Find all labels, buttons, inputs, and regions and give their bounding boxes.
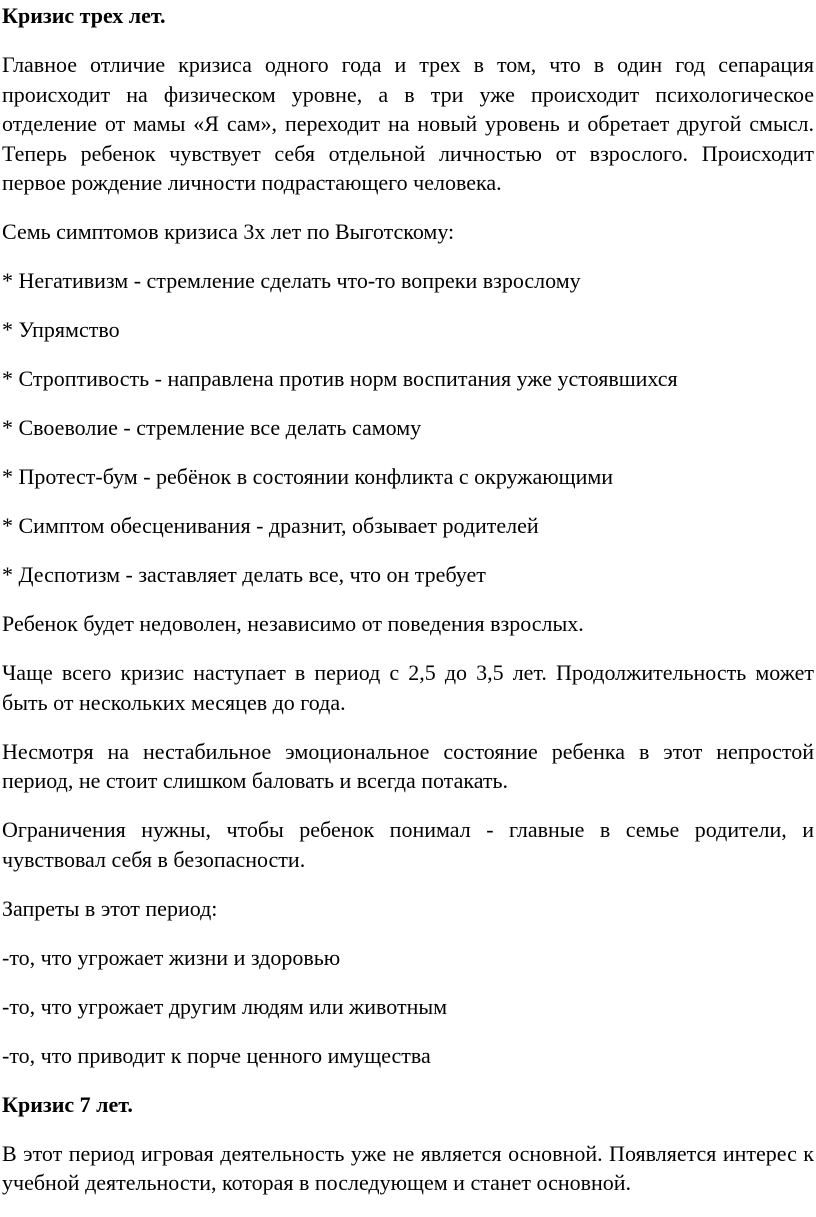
list-item: * Деспотизм - заставляет делать все, что он требует xyxy=(2,562,486,587)
paragraph: Семь симптомов кризиса 3х лет по Выготскому: xyxy=(2,219,455,244)
paragraph: Ребенок будет недоволен, независимо от поведения взрослых. xyxy=(2,611,584,636)
list-item: * Протест-бум - ребёнок в состоянии конфликта с окружающими xyxy=(2,464,614,489)
section-heading: Кризис трех лет. xyxy=(2,3,166,28)
list-item: * Симптом обесценивания - дразнит, обзывает родителей xyxy=(2,513,539,538)
list-item: -то, что угрожает жизни и здоровью xyxy=(2,944,341,970)
paragraph: Запреты в этот период: xyxy=(2,895,218,921)
list-item: -то, что угрожает другим людям или животным xyxy=(2,993,448,1019)
list-item: * Упрямство xyxy=(2,317,120,342)
list-item: * Своеволие - стремление все делать самому xyxy=(2,415,422,440)
list-item: * Негативизм - стремление сделать что-то вопреки взрослому xyxy=(2,268,581,293)
list-item: * Строптивость - направлена против норм воспитания уже устоявшихся xyxy=(2,366,678,391)
document-page xyxy=(2,0,814,1217)
paragraph: В этот период игровая деятельность уже не является основной. Появляется интерес к учебной деятельности, которая в последующем и станет основной. xyxy=(2,1140,814,1195)
paragraph: Ограничения нужны, чтобы ребенок понимал - главные в семье родители, и чувствовал себя в безопасности. xyxy=(2,817,814,872)
paragraph: Чаще всего кризис наступает в период с 2,5 до 3,5 лет. Продолжительность может быть от нескольких месяцев до года. xyxy=(2,660,814,715)
paragraph: Главное отличие кризиса одного года и трех в том, что в один год сепарация происходит на физическом уровне, а в три уже происходит психологическое отделение от мамы «Я сам», переходит на новый уровень и обретает другой смысл. Теперь ребенок чувствует себя отдельной личностью от взрослого. Происходит первое рождение личности подрастающего человека. xyxy=(2,52,814,195)
section-heading: Кризис 7 лет. xyxy=(2,1091,133,1117)
list-item: -то, что приводит к порче ценного имущества xyxy=(2,1042,431,1068)
paragraph: Несмотря на нестабильное эмоциональное состояние ребенка в этот непростой период, не стоит слишком баловать и всегда потакать. xyxy=(2,738,814,793)
